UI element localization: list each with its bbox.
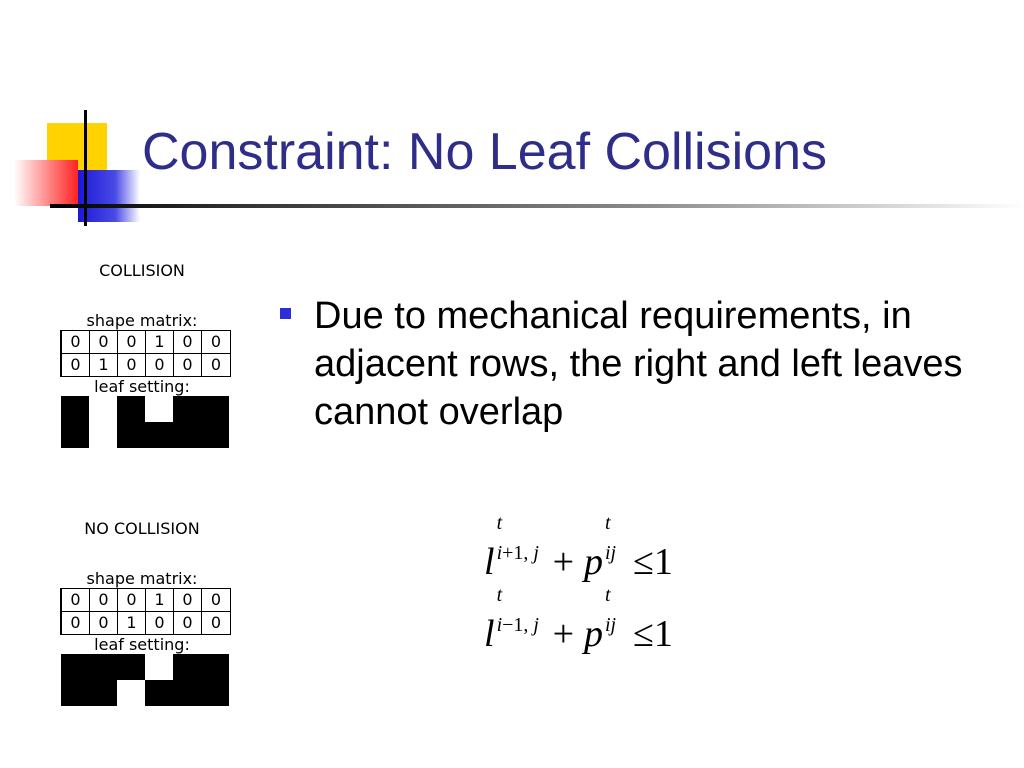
sub-ij: ij	[605, 614, 617, 636]
matrix-cell: 0	[174, 612, 202, 635]
l-indices	[495, 584, 543, 646]
sub-ij: ij	[605, 542, 617, 564]
matrix-cell: 0	[118, 330, 146, 354]
sub-op: +1,	[502, 542, 529, 564]
leaf-block	[117, 396, 145, 422]
relation: ≤1	[633, 541, 673, 583]
leaf-setting	[55, 654, 235, 706]
collision-heading: COLLISION	[99, 261, 185, 280]
square-bullet-icon	[280, 308, 291, 319]
title-underline	[50, 204, 1024, 208]
sub-j: j	[533, 614, 539, 636]
matrix-cell: 0	[90, 330, 118, 354]
blue-square-decoration	[78, 170, 140, 222]
leaf-block	[61, 396, 89, 422]
vertical-rule	[84, 110, 87, 226]
matrix-cell: 1	[146, 330, 174, 354]
p-superscript: t	[605, 512, 611, 534]
matrix-cell: 0	[202, 354, 230, 377]
matrix-cell: 0	[90, 612, 118, 635]
p-indices	[603, 512, 633, 574]
leaf-setting	[55, 396, 235, 448]
p-subscript	[605, 542, 616, 565]
var-l: l	[484, 613, 495, 655]
matrix-cell: 0	[118, 588, 146, 612]
leaf-block	[117, 422, 229, 448]
leaf-row	[61, 422, 229, 448]
plus-operator: +	[552, 613, 574, 655]
l-superscript: t	[496, 584, 503, 606]
var-p: p	[584, 613, 603, 655]
matrix-cell: 0	[118, 354, 146, 377]
sub-op: −1,	[502, 614, 529, 636]
p-superscript: t	[605, 584, 611, 606]
slide-title: Constraint: No Leaf Collisions	[142, 123, 827, 181]
matrix-cell: 0	[202, 612, 230, 635]
sub-i: i	[496, 614, 503, 636]
equation-1	[484, 512, 673, 584]
leaf-block	[61, 422, 89, 448]
no-collision-heading: NO COLLISION	[84, 519, 200, 538]
matrix-cell: 0	[146, 354, 174, 377]
leaf-setting-label: leaf setting:	[94, 377, 190, 396]
matrix-cell: 0	[62, 588, 90, 612]
p-subscript	[605, 614, 616, 637]
leaf-row	[61, 396, 229, 422]
leaf-setting-label: leaf setting:	[94, 635, 190, 654]
matrix-cell: 1	[90, 354, 118, 377]
matrix-cell: 0	[62, 330, 90, 354]
matrix-cell: 0	[174, 588, 202, 612]
l-indices	[495, 512, 543, 574]
l-subscript	[497, 542, 539, 565]
shape-matrix	[60, 588, 231, 635]
sub-j: j	[533, 542, 539, 564]
l-superscript: t	[496, 512, 503, 534]
var-l: l	[484, 541, 495, 583]
l-subscript	[497, 614, 539, 637]
matrix-cell: 0	[62, 612, 90, 635]
leaf-block	[173, 654, 229, 680]
shape-matrix-label: shape matrix:	[86, 569, 198, 588]
leaf-block	[61, 654, 145, 680]
matrix-cell: 1	[146, 588, 174, 612]
shape-matrix-label: shape matrix:	[86, 311, 198, 330]
matrix-cell: 0	[174, 330, 202, 354]
matrix-cell: 1	[118, 612, 146, 635]
bullet-list	[280, 292, 1010, 436]
shape-matrix	[60, 330, 231, 377]
leaf-row	[61, 680, 229, 706]
equation-2	[484, 584, 673, 656]
leaf-block	[173, 396, 229, 422]
matrix-cell: 0	[174, 354, 202, 377]
leaf-block	[61, 680, 117, 706]
red-gradient-decoration	[14, 160, 78, 206]
collision-panel	[55, 262, 235, 448]
leaf-row	[61, 654, 229, 680]
p-indices	[603, 584, 633, 646]
leaf-block	[145, 680, 229, 706]
matrix-cell: 0	[90, 588, 118, 612]
sub-i: i	[496, 542, 503, 564]
plus-operator: +	[552, 541, 574, 583]
matrix-cell: 0	[202, 330, 230, 354]
var-p: p	[584, 541, 603, 583]
matrix-cell: 0	[202, 588, 230, 612]
matrix-cell: 0	[146, 612, 174, 635]
matrix-cell: 0	[62, 354, 90, 377]
no-collision-panel	[55, 520, 235, 706]
relation: ≤1	[633, 613, 673, 655]
bullet-text: Due to mechanical requirements, in adjacent rows, the right and left leaves cannot overlap	[314, 295, 963, 433]
